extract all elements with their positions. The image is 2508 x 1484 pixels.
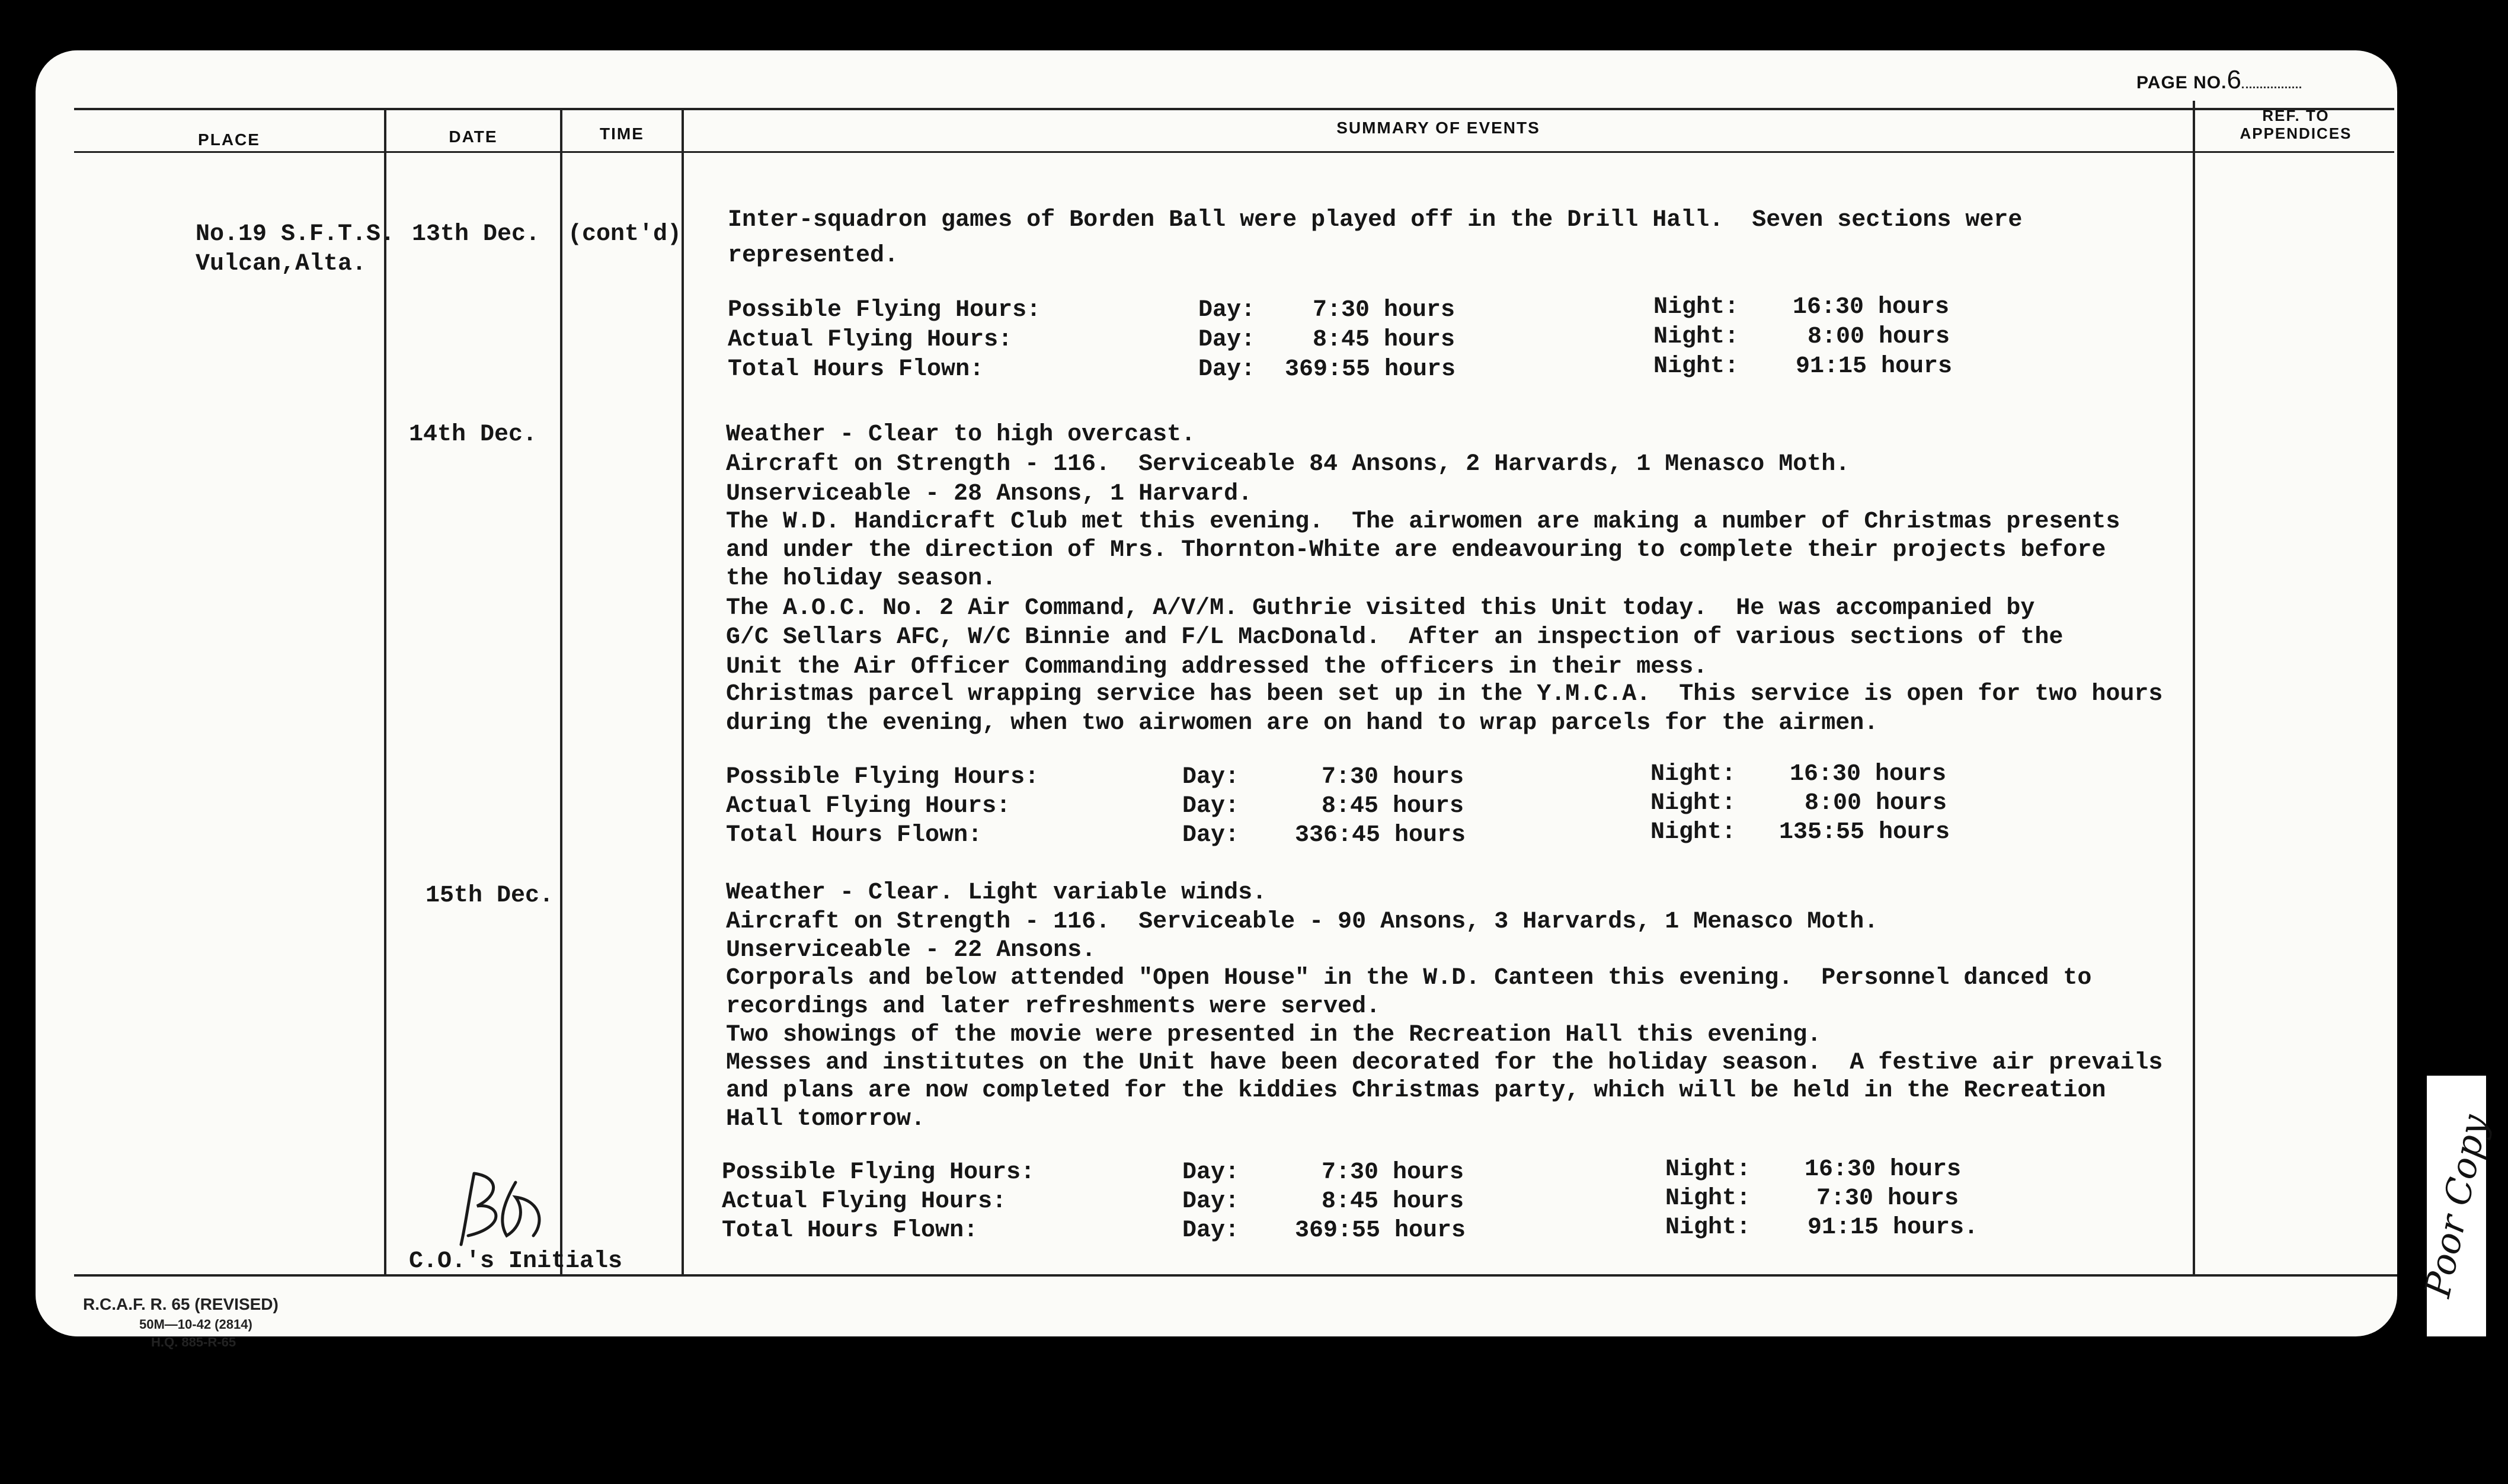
summary-line: Corporals and below attended "Open House" in the W.D. Canteen this evening. Personnel danced to <box>726 965 2092 992</box>
summary-line: Two showings of the movie were presented in the Recreation Hall this evening. <box>726 1022 1822 1048</box>
punch-hole <box>2098 1370 2135 1407</box>
hours-night-value: 16:30 hours <box>1790 761 1947 788</box>
header-top-rule <box>74 108 2394 110</box>
hours-night-value: 91:15 hours. <box>1808 1214 1979 1241</box>
summary-line: represented. <box>728 242 899 269</box>
page-number-value: 6 <box>2227 65 2242 94</box>
hours-day-value: 336:45 hours <box>1295 822 1466 849</box>
hours-day-label: Day: <box>1182 1159 1240 1186</box>
column-divider-place <box>384 110 386 1274</box>
hours-night-value: 8:00 hours <box>1808 324 1950 350</box>
summary-line: the holiday season. <box>726 565 997 592</box>
hours-day-label: Day: <box>1182 793 1240 820</box>
hours-day-label: Day: <box>1182 822 1240 849</box>
page-number-line <box>2242 87 2301 88</box>
hours-label: Possible Flying Hours: <box>728 297 1041 324</box>
hours-night-value: 91:15 hours <box>1796 353 1953 380</box>
hours-night-label: Night: <box>1650 819 1736 846</box>
header-date: DATE <box>449 127 498 146</box>
summary-line: Unit the Air Officer Commanding addressed the officers in their mess. <box>726 654 1708 680</box>
entry-date: 14th Dec. <box>409 421 538 448</box>
page-number-label: PAGE NO. <box>2136 73 2227 92</box>
summary-line: recordings and later refreshments were served. <box>726 993 1381 1020</box>
summary-line: Weather - Clear to high overcast. <box>726 421 1196 448</box>
punch-hole <box>963 1387 1000 1424</box>
header-bottom-rule <box>74 151 2394 153</box>
hours-day-label: Day: <box>1198 297 1256 324</box>
summary-line: Aircraft on Strength - 116. Serviceable 84 Ansons, 2 Harvards, 1 Menasco Moth. <box>726 451 1850 478</box>
hours-day-label: Day: <box>1182 1217 1240 1244</box>
hours-night-value: 16:30 hours <box>1805 1156 1962 1183</box>
summary-line: Weather - Clear. Light variable winds. <box>726 879 1267 906</box>
header-summary: SUMMARY OF EVENTS <box>1336 119 1540 137</box>
entry-date: 13th Dec. <box>412 221 540 248</box>
summary-line: The A.O.C. No. 2 Air Command, A/V/M. Guthrie visited this Unit today. He was accompanied by <box>726 595 2035 622</box>
hours-night-value: 7:30 hours <box>1816 1185 1959 1212</box>
form-number: R.C.A.F. R. 65 (REVISED) <box>83 1295 279 1313</box>
handwritten-initials-signature <box>450 1162 569 1250</box>
punch-hole <box>907 1375 943 1412</box>
summary-line: and plans are now completed for the kiddies Christmas party, which will be held in the Recreation <box>726 1077 2106 1104</box>
summary-line: during the evening, when two airwomen are on hand to wrap parcels for the airmen. <box>726 710 1879 737</box>
summary-line: Inter-squadron games of Borden Ball were played off in the Drill Hall. Seven sections were <box>728 207 2023 234</box>
hours-night-value: 135:55 hours <box>1779 819 1950 846</box>
hours-night-label: Night: <box>1653 294 1739 321</box>
hours-night-label: Night: <box>1650 761 1736 788</box>
hours-day-value: 8:45 hours <box>1322 1188 1464 1215</box>
form-hq-code: H.Q. 885-R-65 <box>151 1335 236 1349</box>
hours-label: Total Hours Flown: <box>722 1217 978 1244</box>
summary-line: and under the direction of Mrs. Thornton-White are endeavouring to complete their projects before <box>726 537 2106 564</box>
hours-night-label: Night: <box>1653 324 1739 350</box>
entry-time: (cont'd) <box>568 221 682 248</box>
poor-copy-tag <box>2417 1076 2496 1336</box>
hours-day-label: Day: <box>1198 327 1256 353</box>
hours-day-value: 7:30 hours <box>1322 764 1464 791</box>
header-time: TIME <box>600 124 644 143</box>
hours-label: Actual Flying Hours: <box>722 1188 1007 1215</box>
hours-label: Possible Flying Hours: <box>726 764 1039 791</box>
summary-line: Unserviceable - 28 Ansons, 1 Harvard. <box>726 481 1253 507</box>
column-divider-time <box>682 110 684 1274</box>
hours-label: Actual Flying Hours: <box>726 793 1011 820</box>
hours-label: Total Hours Flown: <box>726 822 983 849</box>
header-ref-line2: APPENDICES <box>2240 124 2352 142</box>
poor-copy-text: Poor Copy <box>2417 1111 2496 1301</box>
page-number <box>2136 65 2301 95</box>
form-print-code: 50M—10-42 (2814) <box>139 1317 252 1332</box>
summary-line: The W.D. Handicraft Club met this evening. The airwomen are making a number of Christmas presents <box>726 508 2120 535</box>
hours-day-value: 8:45 hours <box>1313 327 1455 353</box>
hours-night-value: 8:00 hours <box>1805 790 1947 817</box>
summary-line: G/C Sellars AFC, W/C Binnie and F/L MacDonald. After an inspection of various sections of the <box>726 624 2064 651</box>
summary-line: Christmas parcel wrapping service has been set up in the Y.M.C.A. This service is open for two hours <box>726 681 2163 708</box>
punch-hole <box>1443 1368 1480 1405</box>
punch-hole <box>299 1387 336 1424</box>
place-line2: Vulcan,Alta. <box>196 251 367 277</box>
hours-day-value: 7:30 hours <box>1313 297 1455 324</box>
hours-night-label: Night: <box>1665 1214 1751 1241</box>
hours-day-label: Day: <box>1182 764 1240 791</box>
header-place: PLACE <box>198 130 260 149</box>
hours-day-value: 7:30 hours <box>1322 1159 1464 1186</box>
hours-label: Possible Flying Hours: <box>722 1159 1035 1186</box>
hours-night-label: Night: <box>1665 1156 1751 1183</box>
hours-label: Actual Flying Hours: <box>728 327 1013 353</box>
hours-day-value: 369:55 hours <box>1295 1217 1466 1244</box>
summary-line: Hall tomorrow. <box>726 1106 926 1133</box>
header-ref-line1: REF. TO <box>2262 107 2330 124</box>
punch-hole <box>1493 1380 1530 1416</box>
summary-line: Unserviceable - 22 Ansons. <box>726 937 1096 964</box>
hours-day-value: 369:55 hours <box>1285 356 1456 383</box>
hours-night-label: Night: <box>1653 353 1739 380</box>
hours-label: Total Hours Flown: <box>728 356 984 383</box>
entry-date: 15th Dec. <box>426 882 554 909</box>
co-initials-label: C.O.'s Initials <box>409 1248 623 1275</box>
summary-line: Aircraft on Strength - 116. Serviceable - 90 Ansons, 3 Harvards, 1 Menasco Moth. <box>726 909 1879 935</box>
column-divider-date <box>560 110 562 1274</box>
hours-night-label: Night: <box>1650 790 1736 817</box>
hours-day-label: Day: <box>1182 1188 1240 1215</box>
summary-line: Messes and institutes on the Unit have been decorated for the holiday season. A festive air prevails <box>726 1050 2163 1076</box>
hours-day-label: Day: <box>1198 356 1256 383</box>
hours-day-value: 8:45 hours <box>1322 793 1464 820</box>
place-line1: No.19 S.F.T.S. <box>196 221 395 248</box>
column-divider-summary <box>2193 101 2195 1274</box>
hours-night-value: 16:30 hours <box>1793 294 1950 321</box>
hours-night-label: Night: <box>1665 1185 1751 1212</box>
